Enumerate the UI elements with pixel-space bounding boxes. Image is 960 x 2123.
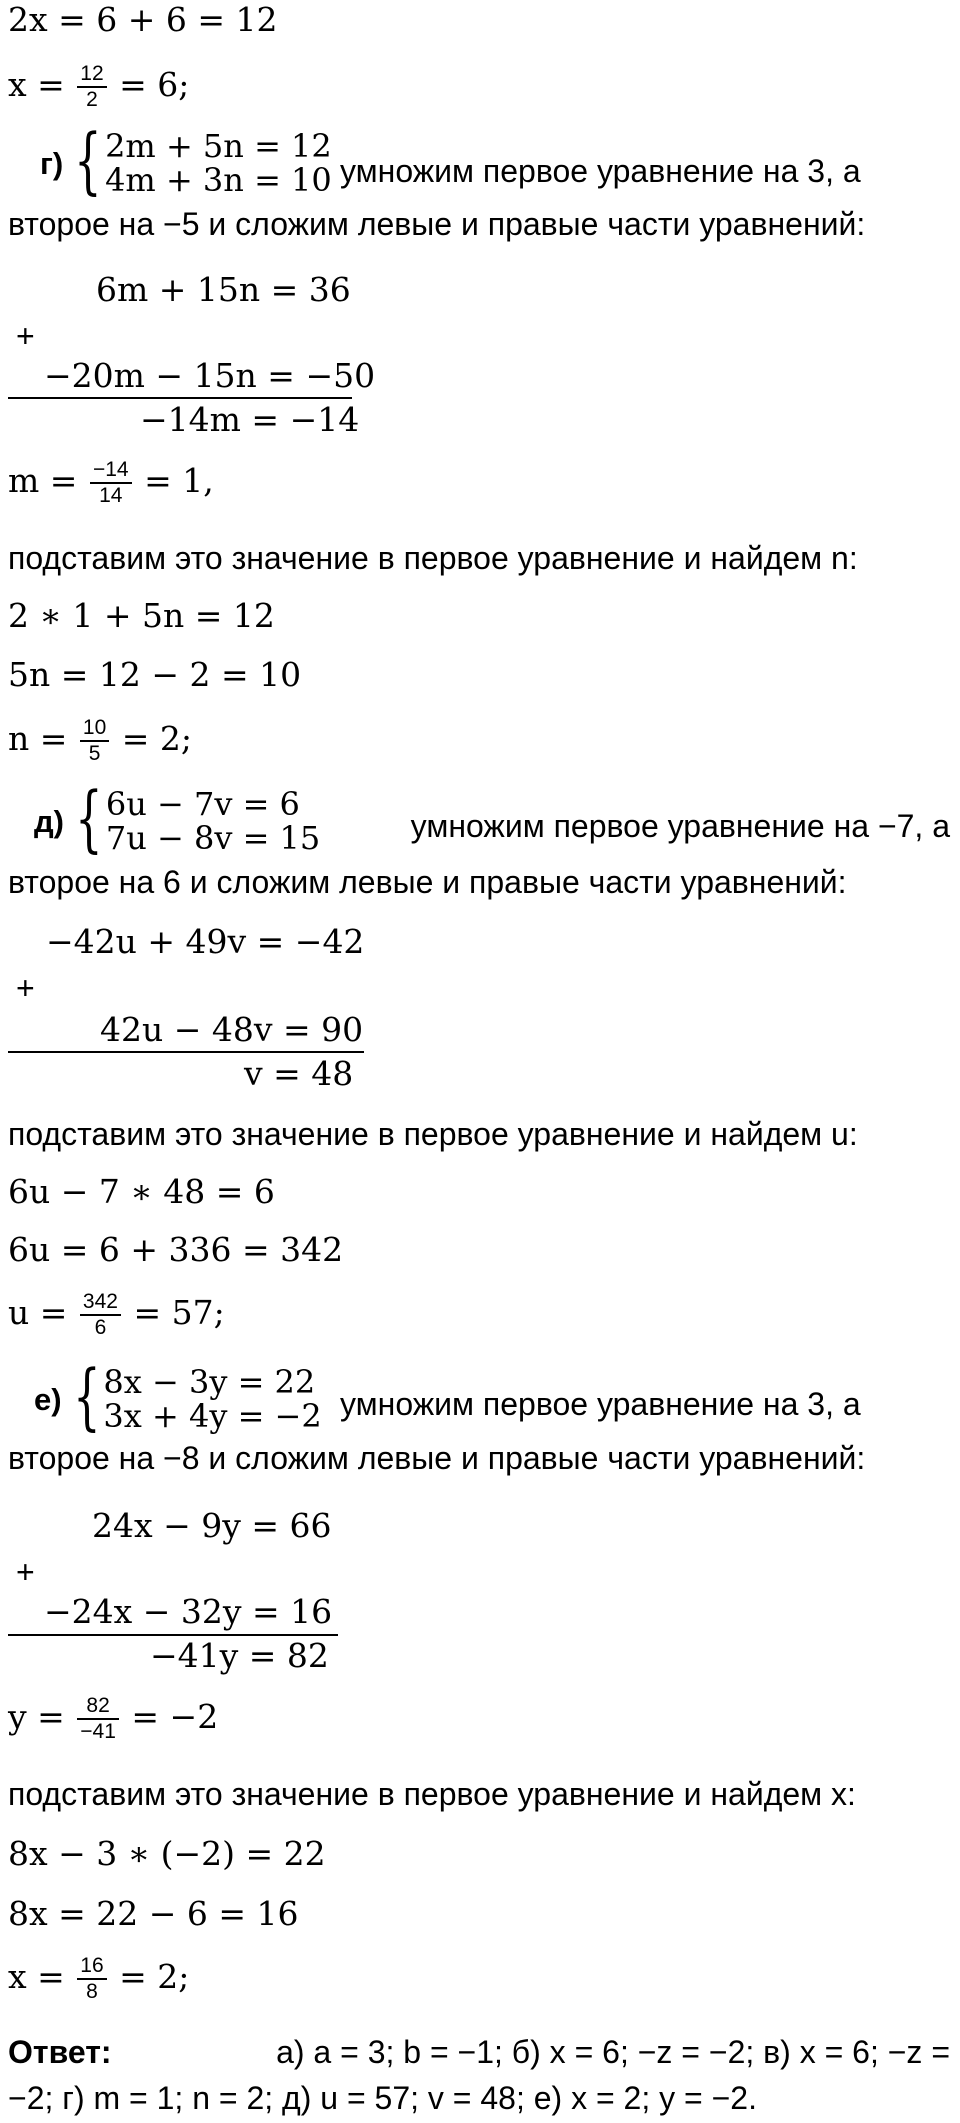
brace-icon: { — [75, 776, 103, 860]
plus-sign: + — [16, 1554, 35, 1590]
sum-result: −14m = −14 — [140, 400, 360, 439]
system-eq2: 3x + 4y = −2 — [103, 1397, 322, 1435]
equation-line: 6u − 7 ∗ 48 = 6 — [8, 1172, 275, 1211]
fraction: $\frac{342}{6}$ — [80, 1290, 121, 1340]
fraction-line: m = $\frac{-14}{14}$ = 1, — [8, 458, 214, 508]
sum-result: v = 48 — [244, 1054, 354, 1093]
fraction-line: y = $\frac{82}{-41}$ = −2 — [8, 1694, 219, 1744]
equation-line: 5n = 12 − 2 = 10 — [8, 655, 302, 694]
item-label: е) — [34, 1382, 62, 1417]
fraction: $\frac{12}{2}$ — [77, 62, 106, 112]
brace-icon: { — [74, 118, 102, 202]
text-line: подставим это значение в первое уравнение и найдем n: — [8, 540, 858, 576]
system-eq2: 7u − 8v = 15 — [105, 819, 321, 857]
fraction: $\frac{10}{5}$ — [80, 716, 109, 766]
sum-row: 6m + 15n = 36 — [96, 270, 351, 309]
answer-line: −2; г) m = 1; n = 2; д) u = 57; v = 48; е) x = 2; y = −2. — [8, 2080, 757, 2116]
fraction-line — [8, 62, 189, 112]
text-line: подставим это значение в первое уравнение и найдем x: — [8, 1776, 856, 1812]
fraction: $\frac{-14}{14}$ — [90, 458, 132, 508]
lhs: x = — [8, 65, 65, 105]
equation-line: 8x = 22 − 6 = 16 — [8, 1894, 299, 1933]
system-eq1: 8x − 3y = 22 — [103, 1363, 316, 1402]
fraction: $\frac{82}{-41}$ — [77, 1694, 119, 1744]
sum-result: −41y = 82 — [150, 1636, 329, 1675]
equation-line: 6u = 6 + 336 = 342 — [8, 1230, 344, 1269]
system-e — [34, 1354, 322, 1438]
answer-line — [8, 2034, 950, 2071]
sum-row: −24x − 32y = 16 — [44, 1592, 333, 1631]
text-line: умножим первое уравнение на 3, а — [340, 153, 861, 189]
fraction-line: n = $\frac{10}{5}$ = 2; — [8, 716, 193, 766]
text-line: второе на 6 и сложим левые и правые части уравнений: — [8, 864, 847, 900]
system-eq2: 4m + 3n = 10 — [105, 161, 332, 199]
fraction-line: u = $\frac{342}{6}$ = 57; — [8, 1290, 225, 1340]
fraction: $\frac{16}{8}$ — [77, 1954, 106, 2004]
system-eq1: 2m + 5n = 12 — [105, 127, 332, 166]
sum-row: 24x − 9y = 66 — [92, 1506, 332, 1545]
system-eq1: 6u − 7v = 6 — [105, 785, 300, 824]
answer-text: а) a = 3; b = −1; б) x = 6; −z = −2; в) x = 6; −z = — [276, 2034, 950, 2070]
text-line: подставим это значение в первое уравнение и найдем u: — [8, 1116, 858, 1152]
brace-icon: { — [72, 1354, 101, 1438]
text-line: второе на −8 и сложим левые и правые части уравнений: — [8, 1440, 866, 1476]
sum-rule — [8, 397, 352, 399]
sum-row: 42u − 48v = 90 — [100, 1010, 364, 1049]
text-line: умножим первое уравнение на −7, а — [410, 808, 950, 844]
equation-line: 2x = 6 + 6 = 12 — [8, 0, 278, 39]
sum-row: −20m − 15n = −50 — [44, 356, 376, 395]
sum-rule — [8, 1051, 364, 1053]
text-line: умножим первое уравнение на 3, а — [340, 1386, 861, 1422]
plus-sign: + — [16, 970, 35, 1006]
plus-sign: + — [16, 318, 35, 354]
answer-label: Ответ: — [8, 2034, 112, 2070]
equation-line: 2 ∗ 1 + 5n = 12 — [8, 596, 275, 635]
rhs: = 6; — [119, 65, 190, 105]
item-label: г) — [40, 146, 64, 181]
text-line: второе на −5 и сложим левые и правые части уравнений: — [8, 206, 866, 242]
sum-row: −42u + 49v = −42 — [46, 922, 365, 961]
item-label: д) — [34, 804, 65, 839]
system-d — [34, 776, 321, 860]
system-g — [40, 118, 332, 202]
fraction-line: x = $\frac{16}{8}$ = 2; — [8, 1954, 190, 2004]
equation-line: 8x − 3 ∗ (−2) = 22 — [8, 1834, 326, 1873]
